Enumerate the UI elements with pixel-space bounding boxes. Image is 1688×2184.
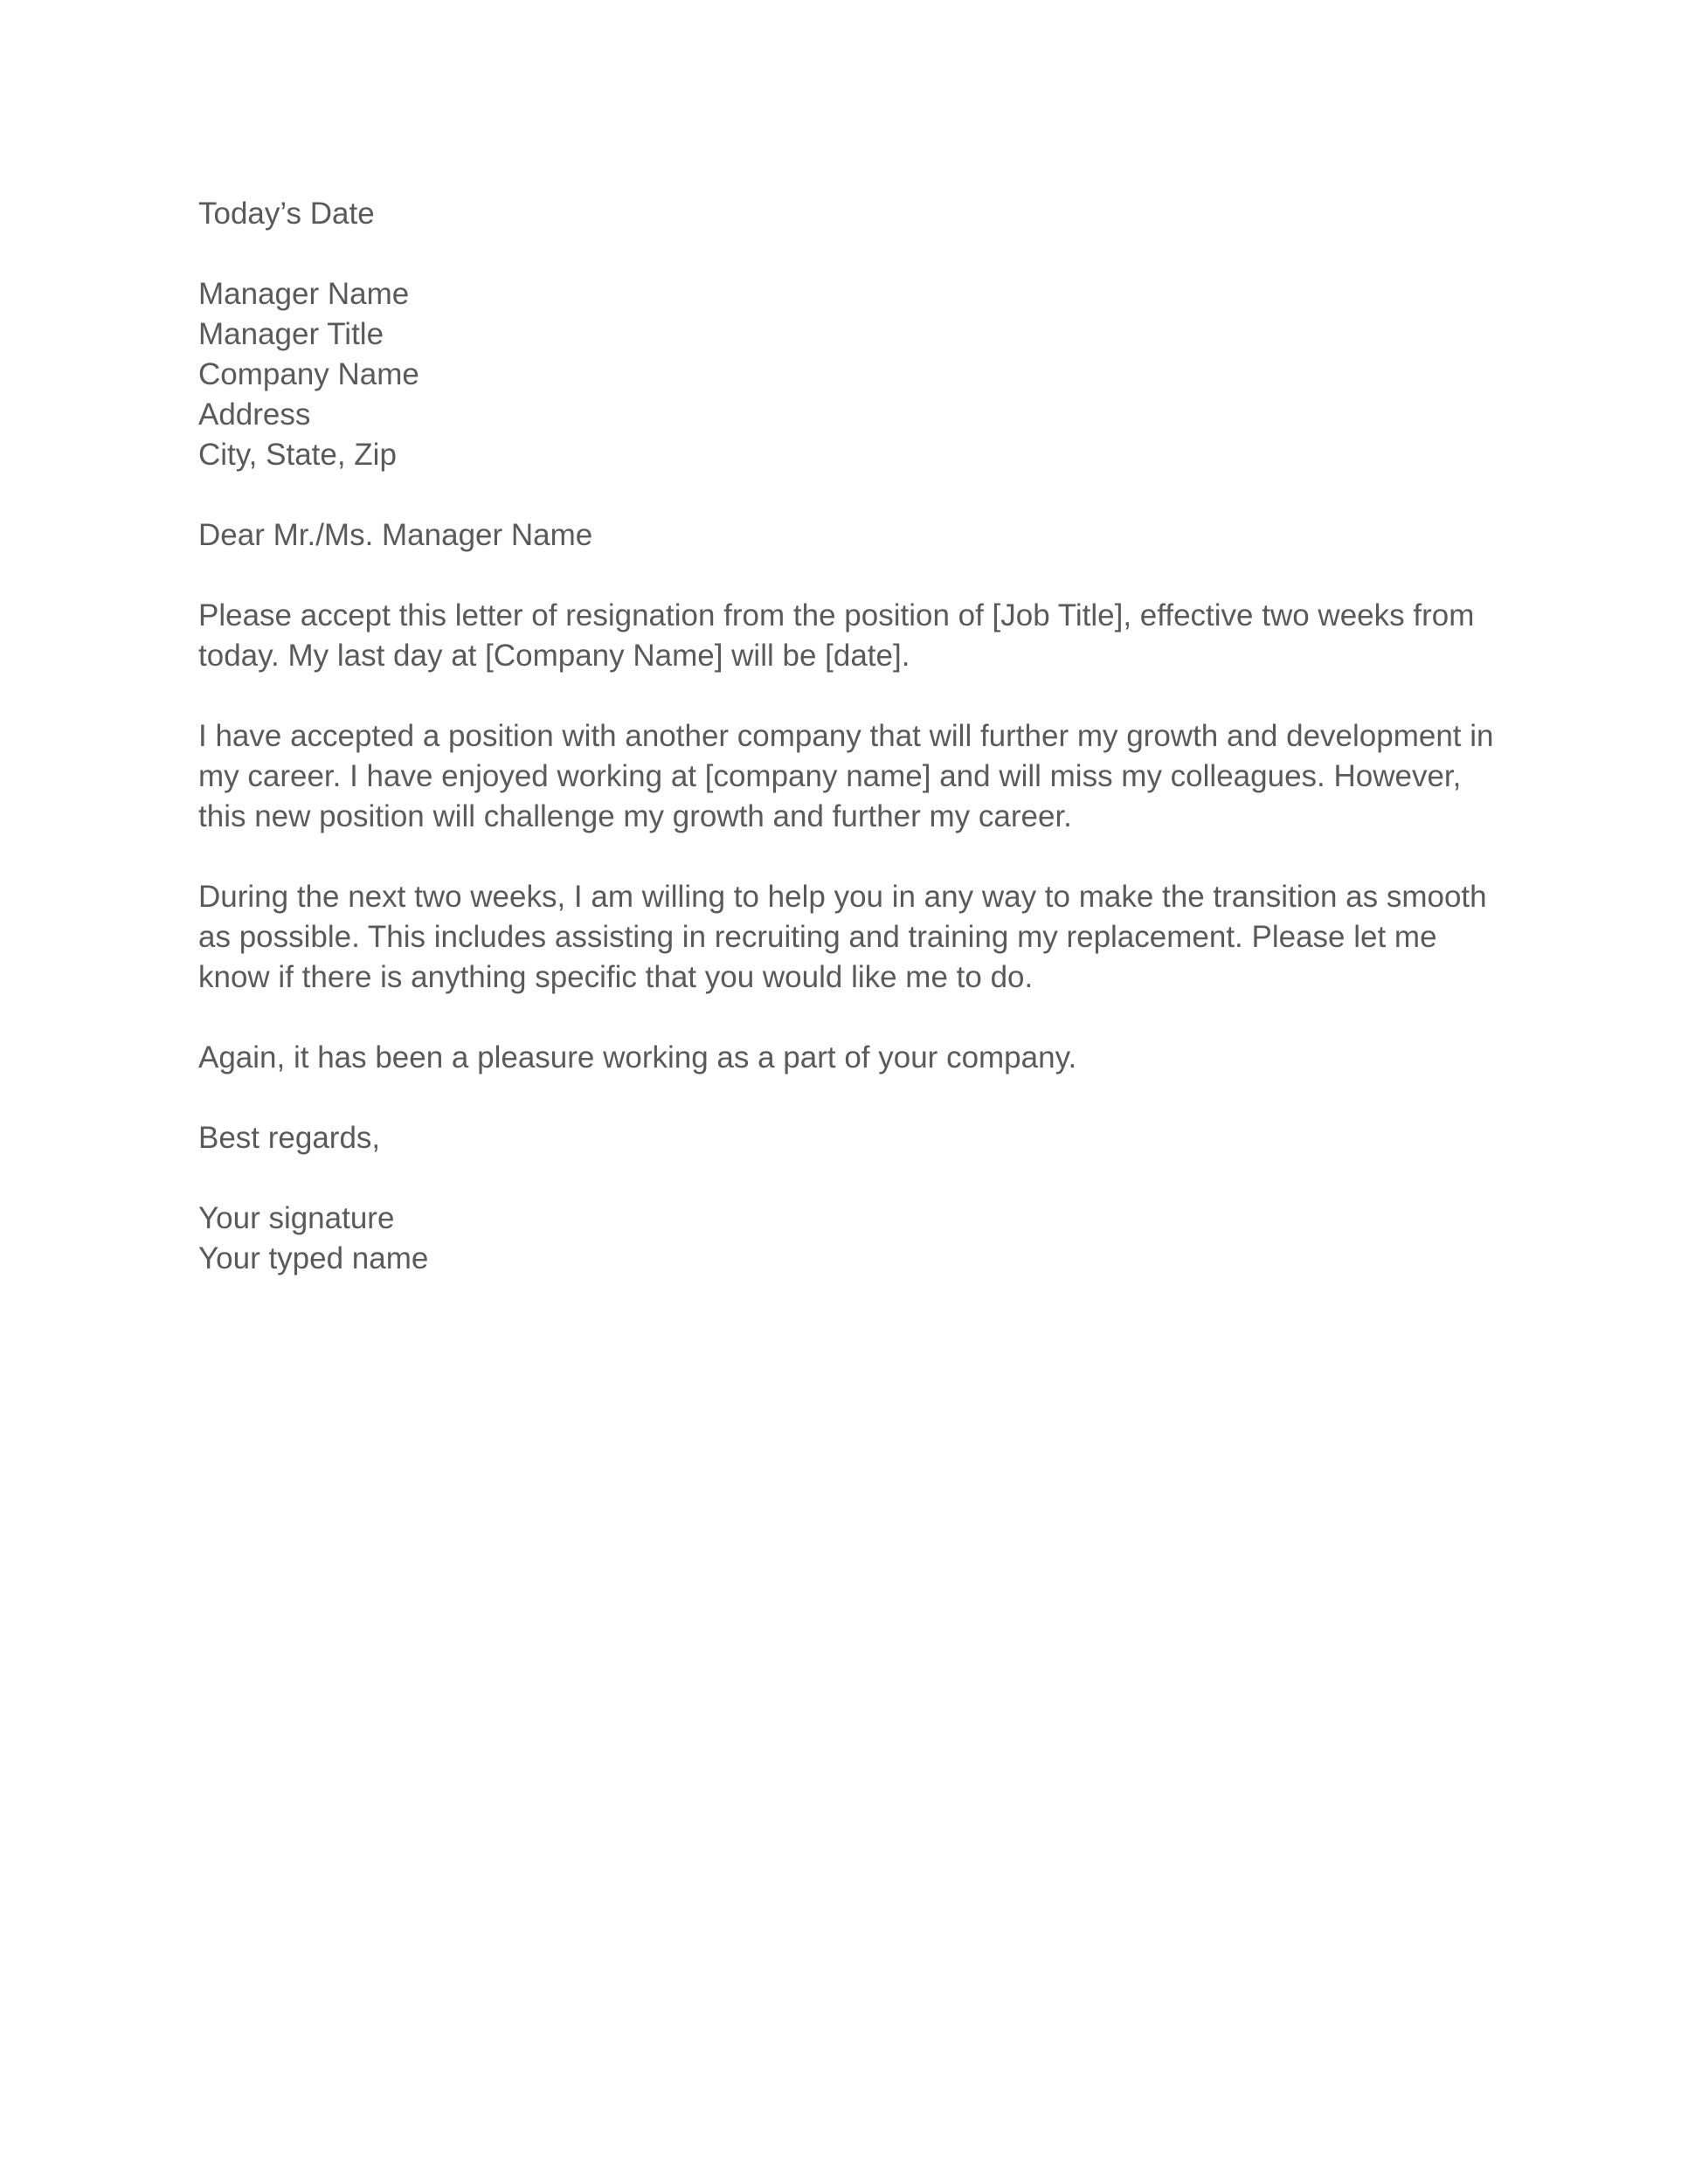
body-paragraph-1 bbox=[198, 596, 1526, 676]
paragraph-line: Again, it has been a pleasure working as a part of your company. bbox=[198, 1040, 1077, 1075]
salutation-block bbox=[198, 515, 1526, 556]
typed-name: Your typed name bbox=[198, 1241, 429, 1275]
paragraph-line: During the next two weeks, I am willing to help you in any way to make the transition as smooth bbox=[198, 880, 1487, 914]
recipient-city-state-zip: City, State, Zip bbox=[198, 438, 397, 472]
paragraph-line: I have accepted a position with another company that will further my growth and development in bbox=[198, 719, 1494, 753]
paragraph-line: my career. I have enjoyed working at [company name] and will miss my colleagues. However, bbox=[198, 759, 1462, 793]
body-paragraph-3 bbox=[198, 877, 1526, 998]
salutation: Dear Mr./Ms. Manager Name bbox=[198, 518, 593, 552]
recipient-title: Manager Title bbox=[198, 317, 384, 351]
signature: Your signature bbox=[198, 1201, 395, 1235]
letter-date: Today’s Date bbox=[198, 197, 375, 231]
closing: Best regards, bbox=[198, 1121, 381, 1155]
paragraph-line: Please accept this letter of resignation from the position of [Job Title], effective two weeks from bbox=[198, 598, 1475, 632]
signature-block bbox=[198, 1199, 1526, 1279]
recipient-name: Manager Name bbox=[198, 277, 410, 311]
paragraph-line: today. My last day at [Company Name] will be [date]. bbox=[198, 639, 910, 673]
paragraph-line: as possible. This includes assisting in recruiting and training my replacement. Please let me bbox=[198, 920, 1437, 954]
resignation-letter bbox=[198, 194, 1526, 1319]
paragraph-line: this new position will challenge my growth and further my career. bbox=[198, 799, 1072, 833]
recipient-address: Address bbox=[198, 397, 311, 432]
closing-block bbox=[198, 1118, 1526, 1158]
recipient-company: Company Name bbox=[198, 357, 419, 391]
body-paragraph-2 bbox=[198, 716, 1526, 837]
paragraph-line: know if there is anything specific that you would like me to do. bbox=[198, 960, 1034, 994]
body-paragraph-4 bbox=[198, 1038, 1526, 1078]
recipient-address-block bbox=[198, 274, 1526, 475]
date-block bbox=[198, 194, 1526, 234]
